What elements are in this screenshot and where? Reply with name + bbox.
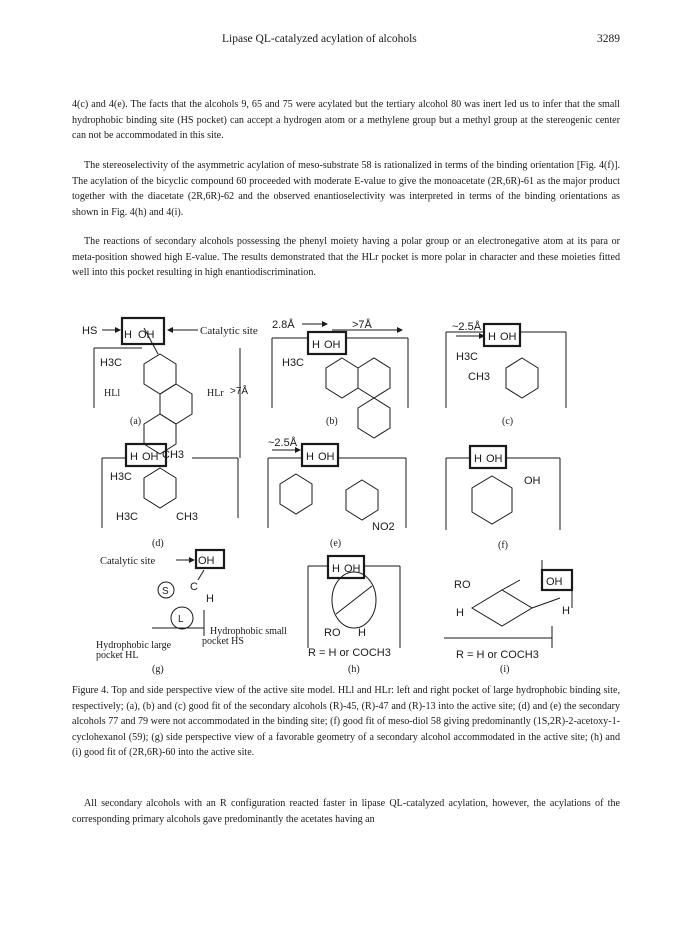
no2-label: NO2 (372, 521, 395, 533)
h-label-f: H (474, 453, 482, 465)
panel-label-i: (i) (500, 664, 510, 675)
pocket-hl-label: pocket HL (96, 650, 139, 661)
page-number: 3289 (597, 33, 620, 45)
running-title: Lipase QL-catalyzed acylation of alcohols (222, 33, 417, 45)
r-def-label-h: R = H or COCH3 (308, 647, 391, 659)
h3c-label: H3C (100, 357, 123, 369)
panel-label-g: (g) (152, 664, 164, 675)
dist-25-label-c: ~2.5Å (452, 321, 482, 333)
panel-label-f: (f) (498, 540, 508, 551)
catalytic-site-label: Catalytic site (200, 325, 258, 337)
h3c-label-d1: H3C (110, 471, 133, 483)
oh-label-g: OH (198, 555, 215, 567)
dist-28-label: 2.8Å (272, 319, 295, 331)
figure-4-drawing (72, 308, 620, 680)
panel-label-d: (d) (152, 538, 164, 549)
panel-h (308, 556, 400, 675)
hydrophobic-large-label: Hydrophobic large (96, 640, 172, 651)
h-label-h2: H (358, 627, 366, 639)
h3c-label-c: H3C (456, 351, 479, 363)
panel-b (272, 318, 408, 438)
h-label-h: H (332, 563, 340, 575)
running-header (72, 33, 620, 49)
oh-label-f2: OH (524, 475, 541, 487)
figure-caption: Figure 4. Top and side perspective view of the active site model. HLl and HLr: left and right pocket of large hydrophobic binding site, respectively; (a), (b) and (c) good fit of the secondary alcohols (R)-45, (R)-47 and (R)-13 into the active site; (d) and (e) the secondary alcohols 77 and 79 were not accommodated in the binding site; (f) good fit of meso-diol 58 giving predominantly (1S,2R)-2-acetoxy-1-cyclohexanol (59); (g) side perspective view of a favorable geometry of a secondary alcohol accommodated in the active site; (h) and (i) good fit of (2R,6R)-60 into the active site. (72, 685, 620, 759)
h-label-d: H (130, 451, 138, 463)
dist-gt7-label-a: >7Å (230, 386, 249, 397)
paragraph-2: The stereoselectivity of the asymmetric acylation of meso-substrate 58 is rationalized in terms of the binding orientation [Fig. 4(f)]. The acylation of the bicyclic compound 60 proceeded with moderate E-value to give the monoacetate (2R,6R)-61 as the major product together with the diacetate (2R,6R)-62 and the observed enantioselectivity was interpreted in terms of the binding orientations as shown in Fig. 4(h) and 4(i). (72, 160, 620, 218)
panel-d (102, 444, 238, 549)
pocket-hs-label: pocket HS (202, 636, 244, 647)
h-label-e: H (306, 451, 314, 463)
h-label: H (124, 329, 132, 341)
s-label-g: S (162, 586, 169, 597)
oh-label-d: OH (142, 451, 159, 463)
oh-label: OH (138, 329, 155, 341)
ro-label-h: RO (324, 627, 341, 639)
ro-label-i: RO (454, 579, 471, 591)
h-label-c: H (488, 331, 496, 343)
figure-4 (72, 308, 620, 680)
hs-label: HS (82, 325, 98, 337)
oh-label-c: OH (500, 331, 517, 343)
panel-g (96, 550, 287, 675)
oh-label-b: OH (324, 339, 341, 351)
oh-label-h: OH (344, 563, 361, 575)
h-label-g: H (206, 593, 214, 605)
panel-f (446, 446, 560, 551)
h3c-label-d2: H3C (116, 511, 139, 523)
hlr-label: HLr (207, 388, 224, 399)
panel-label-h: (h) (348, 664, 360, 675)
panel-c (446, 320, 566, 427)
panel-label-a: (a) (130, 416, 142, 427)
hydrophobic-small-label: Hydrophobic small (210, 626, 287, 637)
panel-i (444, 560, 572, 675)
h3c-label-b: H3C (282, 357, 305, 369)
ch3-label-d2: CH3 (176, 511, 199, 523)
panel-label-c: (c) (502, 416, 514, 427)
c-label-g: C (190, 581, 198, 593)
oh-label-f: OH (486, 453, 503, 465)
h-label-i2: H (562, 605, 570, 617)
r-def-label-i: R = H or COCH3 (456, 649, 539, 661)
ch3-label-d1: CH3 (162, 449, 185, 461)
l-label-g: L (178, 614, 184, 625)
paragraph-3: The reactions of secondary alcohols possessing the phenyl moiety having a polar group or an electronegative atom at its para or meta-position showed high E-value. The results demonstrated that the HLr pocket is more polar in character and these moieties fitted well into this pocket resulting in high enantiodiscrimination. (72, 236, 620, 279)
h-label-i: H (456, 607, 464, 619)
dist-gt7-label-b: >7Å (352, 319, 372, 331)
panel-label-e: (e) (330, 538, 342, 549)
paragraph-1: 4(c) and 4(e). The facts that the alcohols 9, 65 and 75 were acylated but the tertiary alcohol 80 was inert led us to infer that the small hydrophobic binding site (HS pocket) can accept a hydrogen atom or a methylene group but a methyl group at the stereogenic center can not be accommodated in this site. (72, 99, 620, 142)
dist-25-label-e: ~2.5Å (268, 437, 298, 449)
oh-label-e: OH (318, 451, 335, 463)
panel-e (268, 436, 406, 549)
hll-label: HLl (104, 388, 121, 399)
paragraph-4: All secondary alcohols with an R configuration reacted faster in lipase QL-catalyzed acylation, however, the acylations of the corresponding primary alcohols gave predominantly the acetates having an (72, 798, 620, 825)
panel-label-b: (b) (326, 416, 338, 427)
catalytic-site-label-g: Catalytic site (100, 556, 156, 567)
h-label-b: H (312, 339, 320, 351)
panel-a (82, 318, 258, 458)
oh-label-i: OH (546, 576, 563, 588)
ch3-label-c: CH3 (468, 371, 491, 383)
